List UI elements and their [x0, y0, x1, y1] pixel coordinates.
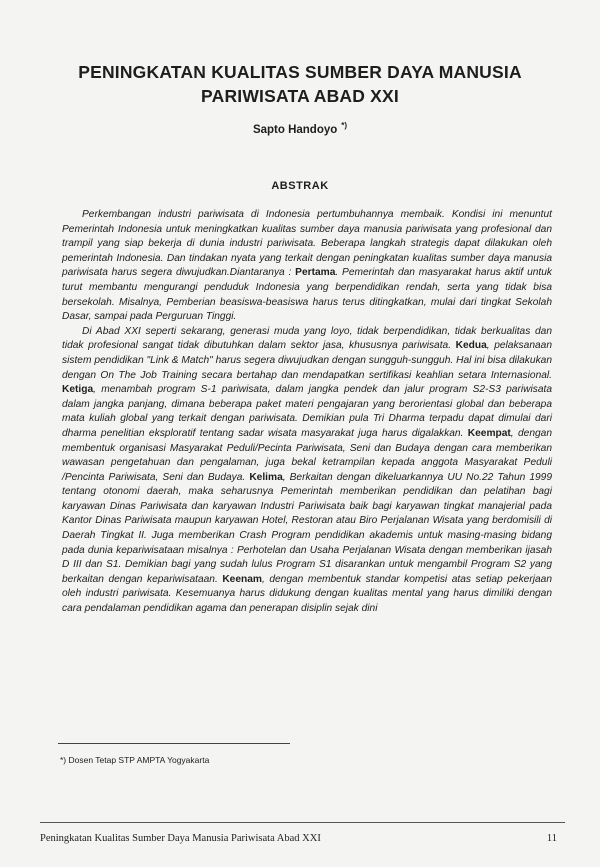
abstract-text: , dengan membentuk organisasi Masyarakat Peduli/Pecinta Pariwisata, Seni dan Budaya dengan cara memberikan wawasan pengetahuan dan pengalaman, juga bekal ketrampilan kepada anggota Masyarakat Peduli /Pencinta Pariwisata, Seni dan Budaya.	[62, 427, 552, 483]
article-title	[40, 60, 560, 108]
footer-divider	[40, 822, 565, 823]
abstract-text: Perkembangan industri pariwisata di Indonesia pertumbuhannya membaik. Kondisi ini menuntut Pemerintah Indonesia untuk meningkatkan kualitas sumber daya manusia pariwisata yang profesional dan trampil yang siap bekerja di dunia industri pariwisata. Beberapa langkah strategis dapat dilakukan oleh pemerintah Indonesia. Dan tindakan nyata yang terkait dengan peningkatan kualitas sumber daya manusia pariwisata harus segera diwujudkan.Diantaranya :	[62, 209, 552, 279]
abstract-text: , pelaksanaan sistem pendidikan "Link & Match" harus segera diwujudkan dengan sungguh-sungguh. Hal ini bisa dilakukan dengan On The Job Training secara bertahap dan mendapatkan sertifikasi keahlian setara Internasional.	[62, 340, 552, 381]
author-line	[0, 121, 600, 136]
author-name: Sapto Handoyo	[252, 123, 338, 136]
keyword-keempat: Keempat	[467, 427, 511, 439]
abstract-heading: ABSTRAK	[271, 180, 329, 192]
keyword-keenam: Keenam	[222, 573, 262, 585]
author-footnote-mark: *)	[341, 121, 348, 130]
keyword-ketiga: Ketiga	[62, 384, 94, 396]
abstract-paragraph-1	[62, 208, 552, 325]
title-line-2: PARIWISATA ABAD XXI	[201, 86, 399, 106]
keyword-kelima: Kelima	[249, 471, 283, 483]
abstract-text: , menambah program S-1 pariwisata, dalam jangka pendek dan jalur program S2-S3 pariwisata dalam jangka panjang, dimana beberapa paket materi pengajaran yang berorientasi global dan beberapa mata kuliah global yang terkait dengan pariwisata. Demikian pula Tri Dharma terpadu dapat dimulai dari dharma penelitian eksploratif tentang sadar wisata masyarakat juga harus digalakkan.	[62, 384, 552, 439]
abstract-body	[62, 208, 552, 617]
abstract-paragraph-2	[62, 325, 552, 617]
footnote-divider	[58, 743, 290, 744]
abstract-text: . Pemerintah dan masyarakat harus aktif untuk turut membantu mengurangi penduduk Indonesia yang berpendidikan rendah, serta yang tidak bisa bersekolah. Misalnya, Pemberian beasiswa-beasiswa harus terus ditingkatkan, mulai dari tingkat Sekolah Dasar, sampai pada Perguruan Tinggi.	[62, 267, 552, 323]
page-number: 11	[546, 833, 557, 844]
abstract-text: , dengan membentuk standar kompetisi atas setiap pekerjaan oleh industri pariwisata. Kesemuanya harus didukung dengan kualitas mental yang harus dimiliki dengan cara pendalaman pendidikan agama dan penerapan disiplin sejak dini	[62, 573, 553, 615]
running-title: Peningkatan Kualitas Sumber Daya Manusia Pariwisata Abad XXI	[40, 833, 321, 844]
abstract-text: , Berkaitan dengan dikeluarkannya UU No.22 Tahun 1999 tentang otonomi daerah, maka seharusnya Pemerintah memberikan pendidikan dan pelatihan bagi karyawan Dinas Pariwisata dan karyawan Industri Pariwisata baik bagi karyawan tingkat manajerial pada Kantor Dinas Pariwisata maupun karyawan Hotel, Restoran atau Biro Perjalanan Wisata yang berdomisili di Daerah Tingkat II. Juga memberikan Crash Program pendidikan akademis untuk masing-masing bidang pada dunia kepariwisataan misalnya : Perhotelan dan Usaha Perjalanan Wisata dengan memberikan ijasah D III dan S1. Demikian bagi yang sudah lulus Program S1 disarankan untuk mengambil Program S2 yang berkaitan dengan kepariwisataan.	[62, 471, 552, 585]
abstract-text: Di Abad XXI seperti sekarang, generasi muda yang loyo, tidak berpendidikan, tidak berkualitas dan tidak profesional sangat tidak dibutuhkan dalam sektor jasa, khususnya pariwisata.	[62, 325, 552, 352]
keyword-pertama: Pertama	[295, 267, 336, 279]
keyword-kedua: Kedua	[455, 340, 487, 352]
footnote: *) Dosen Tetap STP AMPTA Yogyakarta	[60, 755, 210, 765]
title-line-1: PENINGKATAN KUALITAS SUMBER DAYA MANUSIA	[78, 62, 522, 82]
